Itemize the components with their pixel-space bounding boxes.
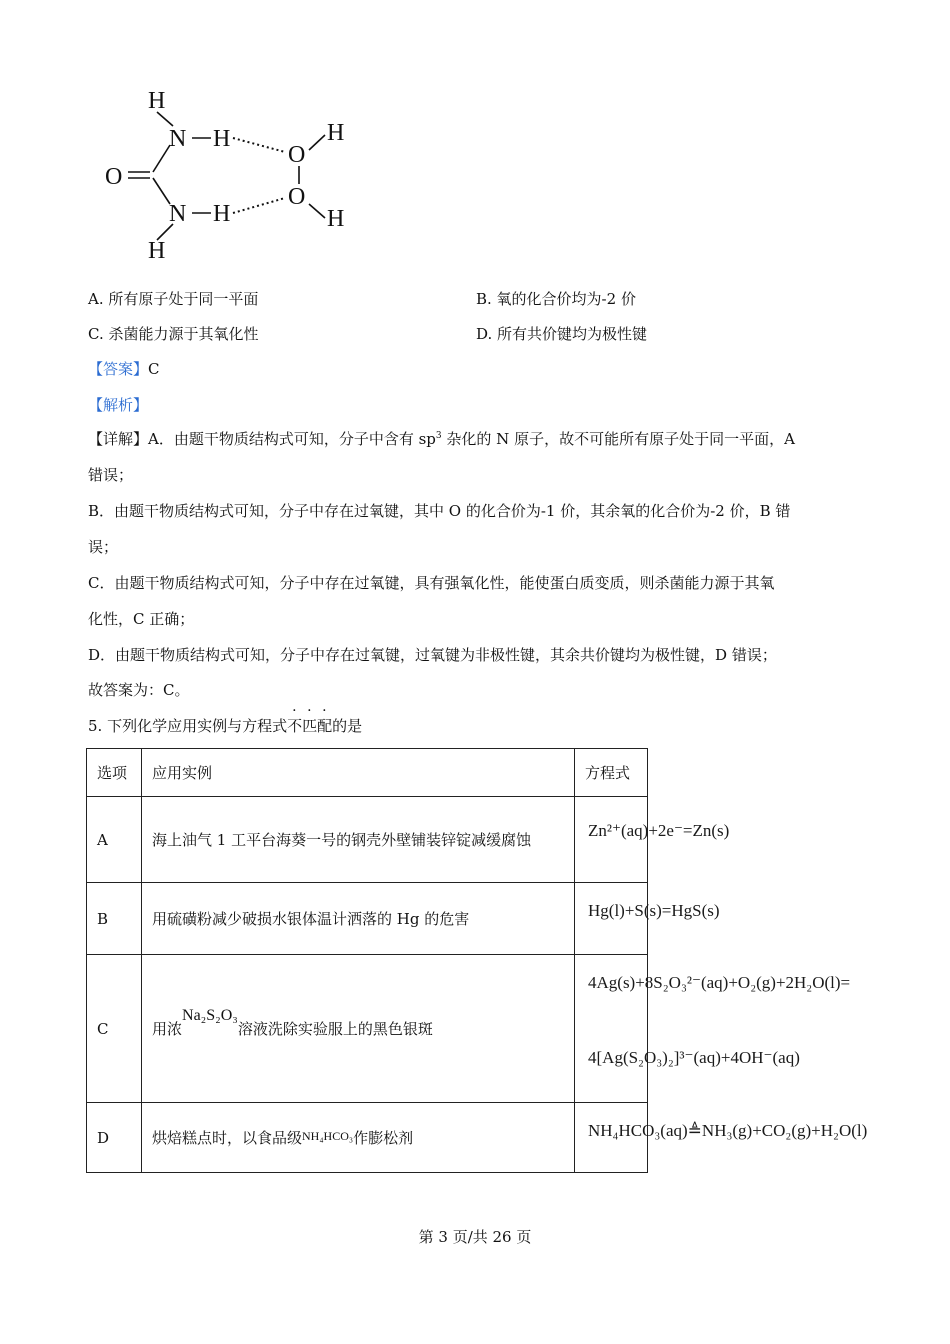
atom-o-carbonyl: O xyxy=(105,164,123,190)
atom-o-peroxide-top: O xyxy=(288,142,306,168)
detail-line-1 xyxy=(88,428,795,450)
header-application: 应用实例 xyxy=(142,749,575,797)
option-b: B. 氧的化合价均为-2 价 xyxy=(476,290,636,308)
application-text: 溶液洗除实验服上的黑色银斑 xyxy=(237,1020,433,1038)
row-application xyxy=(142,797,575,883)
equation-a: Zn²⁺(aq)+2e⁻=Zn(s) xyxy=(588,821,730,840)
atom-h-bottom: H xyxy=(148,238,166,264)
application-text: 作膨松剂 xyxy=(353,1129,414,1147)
detail-line-5: C．由题干物质结构式可知，分子中存在过氧键，具有强氧化性，能使蛋白质变质，则杀菌能力源于其氧 xyxy=(88,574,775,592)
row-application xyxy=(142,955,575,1103)
row-option: A xyxy=(87,797,142,883)
emphasis-char: 不 xyxy=(287,717,303,735)
row-application xyxy=(142,1103,575,1173)
answer-tag: 【答案】 xyxy=(88,360,149,378)
chemical-formula: Na₂S₂O₃ xyxy=(182,1007,238,1024)
atom-h-right-bottom: H xyxy=(327,206,345,232)
question-5-table xyxy=(86,748,648,1173)
answer-line xyxy=(88,358,160,380)
header-equation: 方程式 xyxy=(575,749,648,797)
detail-text: 【详解】A．由题干物质结构式可知，分子中含有 sp xyxy=(88,430,436,448)
detail-line-3: B．由题干物质结构式可知，分子中存在过氧键，其中 O 的化合价为-1 价，其余氧的化合价为-2 价，B 错 xyxy=(88,502,791,520)
detail-line-8: 故答案为：C。 xyxy=(88,681,190,699)
detail-line-6: 化性，C 正确； xyxy=(88,610,195,628)
detail-line-4: 误； xyxy=(88,538,119,556)
equation-b: Hg(l)+S(s)=HgS(s) xyxy=(588,901,720,920)
option-a: A. 所有原子处于同一平面 xyxy=(88,290,259,308)
stem-text: 5. 下列化学应用实例与方程式 xyxy=(88,717,288,735)
atom-o-peroxide-bottom: O xyxy=(288,184,306,210)
detail-line-2: 错误； xyxy=(88,466,134,484)
table-header-row xyxy=(87,749,648,797)
superscript: 3 xyxy=(435,431,442,441)
row-option: D xyxy=(87,1103,142,1173)
chemical-formula: NH₄HCO₃ xyxy=(302,1129,354,1143)
detail-text: 杂化的 N 原子，故不可能所有原子处于同一平面，A xyxy=(441,430,795,448)
equation-c-line-2: 4[Ag(S₂O₃)₂]³⁻(aq)+4OH⁻(aq) xyxy=(588,1048,800,1067)
emphasis-char: 匹 xyxy=(302,717,318,735)
table-row xyxy=(87,883,648,955)
row-option: C xyxy=(87,955,142,1103)
application-text: 烘焙糕点时，以食品级 xyxy=(152,1129,303,1147)
atom-n-bottom: N xyxy=(169,201,187,227)
equation-c-line-1: 4Ag(s)+8S₂O₃²⁻(aq)+O₂(g)+2H₂O(l)= xyxy=(588,973,851,992)
atom-h-top: H xyxy=(148,88,166,114)
analysis-tag: 【解析】 xyxy=(88,396,149,414)
table-row xyxy=(87,1103,648,1173)
atom-h-bottom-bond: H xyxy=(213,201,231,227)
header-option: 选项 xyxy=(87,749,142,797)
emphasis-char: 配 xyxy=(317,717,333,735)
table-row xyxy=(87,955,648,1103)
page-footer: 第 3 页/共 26 页 xyxy=(418,1228,532,1246)
detail-line-7: D．由题干物质结构式可知，分子中存在过氧键，过氧键为非极性键，其余共价键均为极性键，D 错误； xyxy=(88,646,777,664)
atom-h-right-top: H xyxy=(327,120,345,146)
row-option: B xyxy=(87,883,142,955)
atom-n-top: N xyxy=(169,126,187,152)
answer-value: C xyxy=(148,360,160,378)
option-c: C. 杀菌能力源于其氧化性 xyxy=(88,325,259,343)
urea-peroxide-structure-diagram xyxy=(95,80,365,270)
application-text: 海上油气 1 工平台海葵一号的钢壳外壁铺装锌锭减缓腐蚀 xyxy=(152,830,532,849)
stem-text: 的是 xyxy=(332,717,363,735)
table-row xyxy=(87,797,648,883)
atom-h-top-bond: H xyxy=(213,126,231,152)
application-text: 用浓 xyxy=(152,1020,183,1038)
equation-d: NH₄HCO₃(aq)≜NH₃(g)+CO₂(g)+H₂O(l) xyxy=(588,1121,868,1140)
option-d: D. 所有共价键均为极性键 xyxy=(476,325,648,343)
question-5-stem xyxy=(88,715,362,737)
row-application: 用硫磺粉减少破损水银体温计洒落的 Hg 的危害 xyxy=(142,883,575,955)
